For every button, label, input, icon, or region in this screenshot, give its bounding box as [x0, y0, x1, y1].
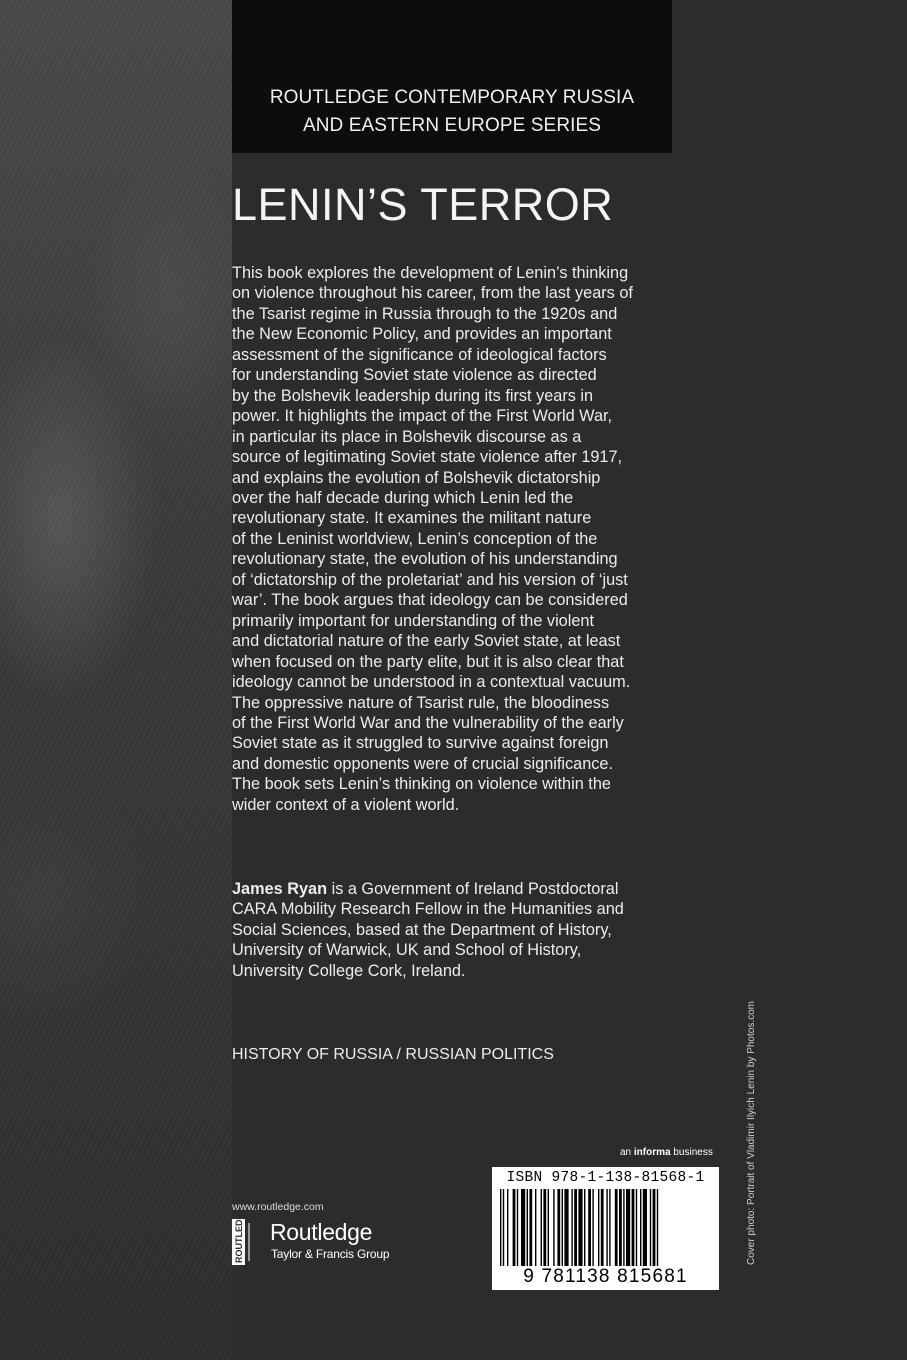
routledge-logo [230, 1219, 400, 1265]
book-description: This book explores the development of Lenin’s thinking on violence throughout his career, from the last years of the Tsarist regime in Russia through to the 1920s and the New Economic Policy, and provides an important assessment of the significance of ideological factors for understanding Soviet state violence as directed by the Bolshevik leadership during its first years in power. It highlights the impact of the First World War, in particular its place in Bolshevik discourse as a source of legitimating Soviet state violence after 1917, and explains the evolution of Bolshevik dictatorship over the half decade during which Lenin led the revolutionary state. It examines the militant nature of the Leninist worldview, Lenin’s conception of the revolutionary state, the evolution of his understanding of ‘dictatorship of the proletariat’ and his version of ‘just war’. The book argues that ideology can be considered primarily important for understanding of the violent and dictatorial nature of the early Soviet state, at least when focused on the party elite, but it is also clear that ideology cannot be understood in a contextual vacuum. The oppressive nature of Tsarist rule, the bloodiness of the First World War and the vulnerability of the early Soviet state as it struggled to survive against foreign and domestic opponents were of crucial significance. The book sets Lenin’s thinking on violence within the wider context of a violent world. [232, 264, 633, 814]
routledge-vertical-mark: ROUTLEDGE [234, 1219, 244, 1263]
informa-prefix: an [620, 1147, 634, 1158]
isbn-barcode [492, 1167, 719, 1290]
photo-credit: Cover photo: Portrait of Vladimir Ilyich Lenin by Photos.com [746, 1000, 757, 1265]
author-name: James Ryan [232, 880, 328, 898]
isbn-digits: 9 781138 815681 [492, 1266, 719, 1288]
cover-photo [0, 0, 232, 1360]
series-title [232, 84, 672, 140]
routledge-mark-icon [230, 1219, 266, 1265]
series-band [232, 0, 672, 153]
informa-brand: informa [633, 1147, 671, 1158]
book-title: LENIN’S TERROR [232, 179, 614, 230]
author-bio-text: is a Government of Ireland Postdoctoral CARA Mobility Research Fellow in the Humanities and Social Sciences, based at the Department of History, University of Warwick, UK and School of History, University College Cork, Ireland. [232, 880, 624, 980]
informa-suffix: business [670, 1147, 713, 1158]
publisher-name: Routledge [270, 1219, 373, 1245]
series-title-line-2: AND EASTERN EUROPE SERIES [302, 115, 602, 136]
informa-business-tagline [620, 1147, 713, 1158]
publisher-website: www.routledge.com [232, 1201, 324, 1213]
author-bio [232, 879, 672, 981]
publisher-group: Taylor & Francis Group [271, 1247, 390, 1261]
series-title-line-1: ROUTLEDGE CONTEMPORARY RUSSIA [269, 87, 635, 108]
subject-category: HISTORY OF RUSSIA / RUSSIAN POLITICS [232, 1046, 554, 1063]
isbn-label: ISBN 978-1-138-81568-1 [506, 1170, 705, 1186]
